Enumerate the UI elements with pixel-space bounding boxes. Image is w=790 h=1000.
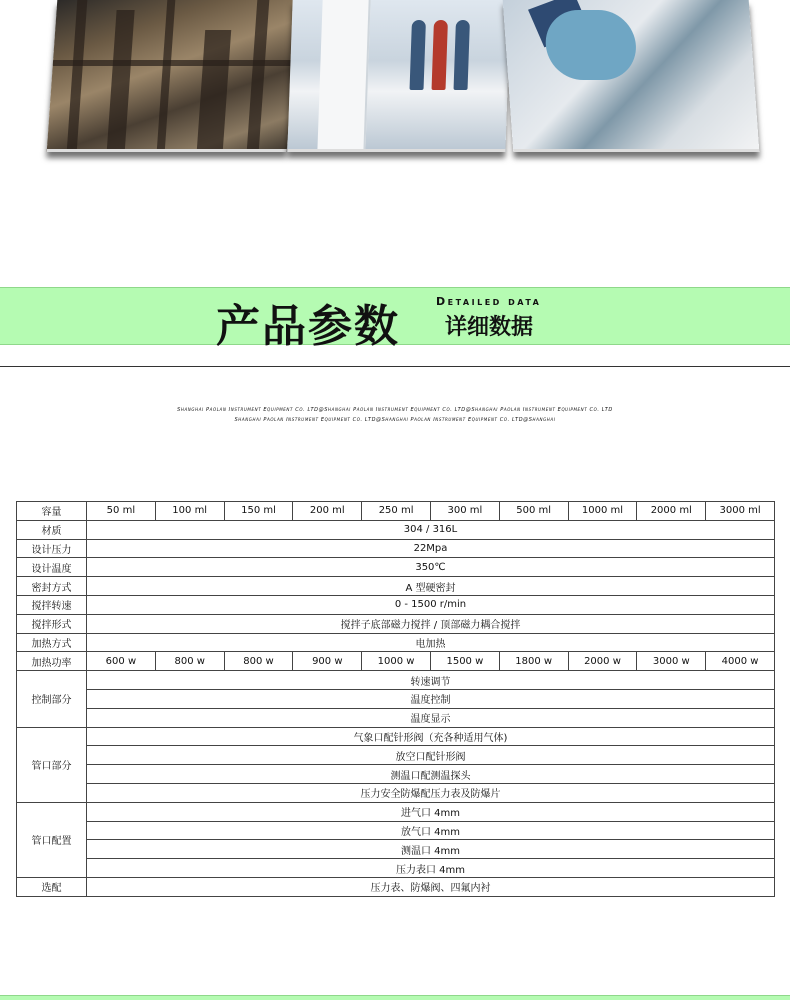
table-row [17,539,775,558]
table-row [17,708,775,727]
table-row [17,727,775,746]
table-cell: 250 ml [362,502,431,521]
table-row [17,689,775,708]
row-label: 管口部分 [17,727,87,802]
table-row [17,652,775,671]
banner-title: 产品参数 [216,301,400,352]
section-banner [0,287,790,352]
table-row [17,802,775,821]
table-cell: 200 ml [293,502,362,521]
table-cell: 304 / 316L [87,520,775,539]
scientist-photo [503,0,760,152]
company-watermark-line: Shanghai Paolan Instrument Equipment Co. LTD@Shanghai Paolan Instrument Equipment Co. LTD@Shanghai Paolan Instrument Equipment Co. LTD [177,407,613,413]
table-cell: 4000 w [706,652,775,671]
table-cell: 2000 ml [637,502,706,521]
table-row [17,746,775,765]
table-row [17,821,775,840]
banner-title-en: Detailed data [436,295,542,308]
divider [0,366,790,367]
table-row [17,595,775,614]
table-row [17,614,775,633]
bottom-banner-edge [0,995,790,1000]
row-label: 控制部分 [17,671,87,727]
table-cell: 350℃ [87,558,775,577]
table-cell: 300 ml [430,502,499,521]
table-cell: 压力表、防爆阀、四氟内衬 [87,877,775,896]
table-cell: 温度控制 [87,689,775,708]
table-cell: 放空口配针形阀 [87,746,775,765]
laboratory-photo [287,0,510,152]
table-cell: 1000 ml [568,502,637,521]
table-cell: 800 w [155,652,224,671]
table-cell: 100 ml [155,502,224,521]
table-cell: 测温口 4mm [87,840,775,859]
table-cell: 0 - 1500 r/min [87,595,775,614]
photo-strip [0,0,790,160]
table-cell: 600 w [87,652,156,671]
row-label: 搅拌转速 [17,595,87,614]
table-cell: 温度显示 [87,708,775,727]
table-cell: 2000 w [568,652,637,671]
table-cell: 3000 w [637,652,706,671]
table-cell: 电加热 [87,633,775,652]
table-cell: 22Mpa [87,539,775,558]
table-cell: 500 ml [499,502,568,521]
banner-title-cn: 详细数据 [445,314,534,340]
table-cell: 测温口配测温探头 [87,765,775,784]
table-cell: 压力表口 4mm [87,859,775,878]
table-cell: 900 w [293,652,362,671]
table-cell: 搅拌子底部磁力搅拌 / 顶部磁力耦合搅拌 [87,614,775,633]
table-row [17,783,775,802]
table-row [17,558,775,577]
table-row [17,671,775,690]
row-label: 管口配置 [17,802,87,877]
table-row [17,502,775,521]
table-cell: A 型硬密封 [87,577,775,596]
table-cell: 放气口 4mm [87,821,775,840]
row-label: 搅拌形式 [17,614,87,633]
row-label: 容量 [17,502,87,521]
table-row [17,859,775,878]
table-cell: 1500 w [430,652,499,671]
table-cell: 50 ml [87,502,156,521]
spec-table [16,501,775,897]
table-row [17,877,775,896]
row-label: 材质 [17,520,87,539]
table-cell: 气象口配针形阀（充各种适用气体) [87,727,775,746]
table-cell: 1800 w [499,652,568,671]
row-label: 选配 [17,877,87,896]
industrial-plant-photo [47,0,298,152]
row-label: 加热方式 [17,633,87,652]
row-label: 密封方式 [17,577,87,596]
table-cell: 压力安全防爆配压力表及防爆片 [87,783,775,802]
row-label: 设计压力 [17,539,87,558]
table-cell: 3000 ml [706,502,775,521]
row-label: 加热功率 [17,652,87,671]
table-cell: 转速调节 [87,671,775,690]
table-row [17,633,775,652]
table-row [17,840,775,859]
table-row [17,765,775,784]
table-cell: 进气口 4mm [87,802,775,821]
table-row [17,577,775,596]
table-cell: 800 w [224,652,293,671]
row-label: 设计温度 [17,558,87,577]
table-cell: 1000 w [362,652,431,671]
company-watermark-line: Shanghai Paolan Instrument Equipment Co. LTD@Shanghai Paolan Instrument Equipment Co. LTD@Shanghai [234,417,556,423]
table-row [17,520,775,539]
table-cell: 150 ml [224,502,293,521]
